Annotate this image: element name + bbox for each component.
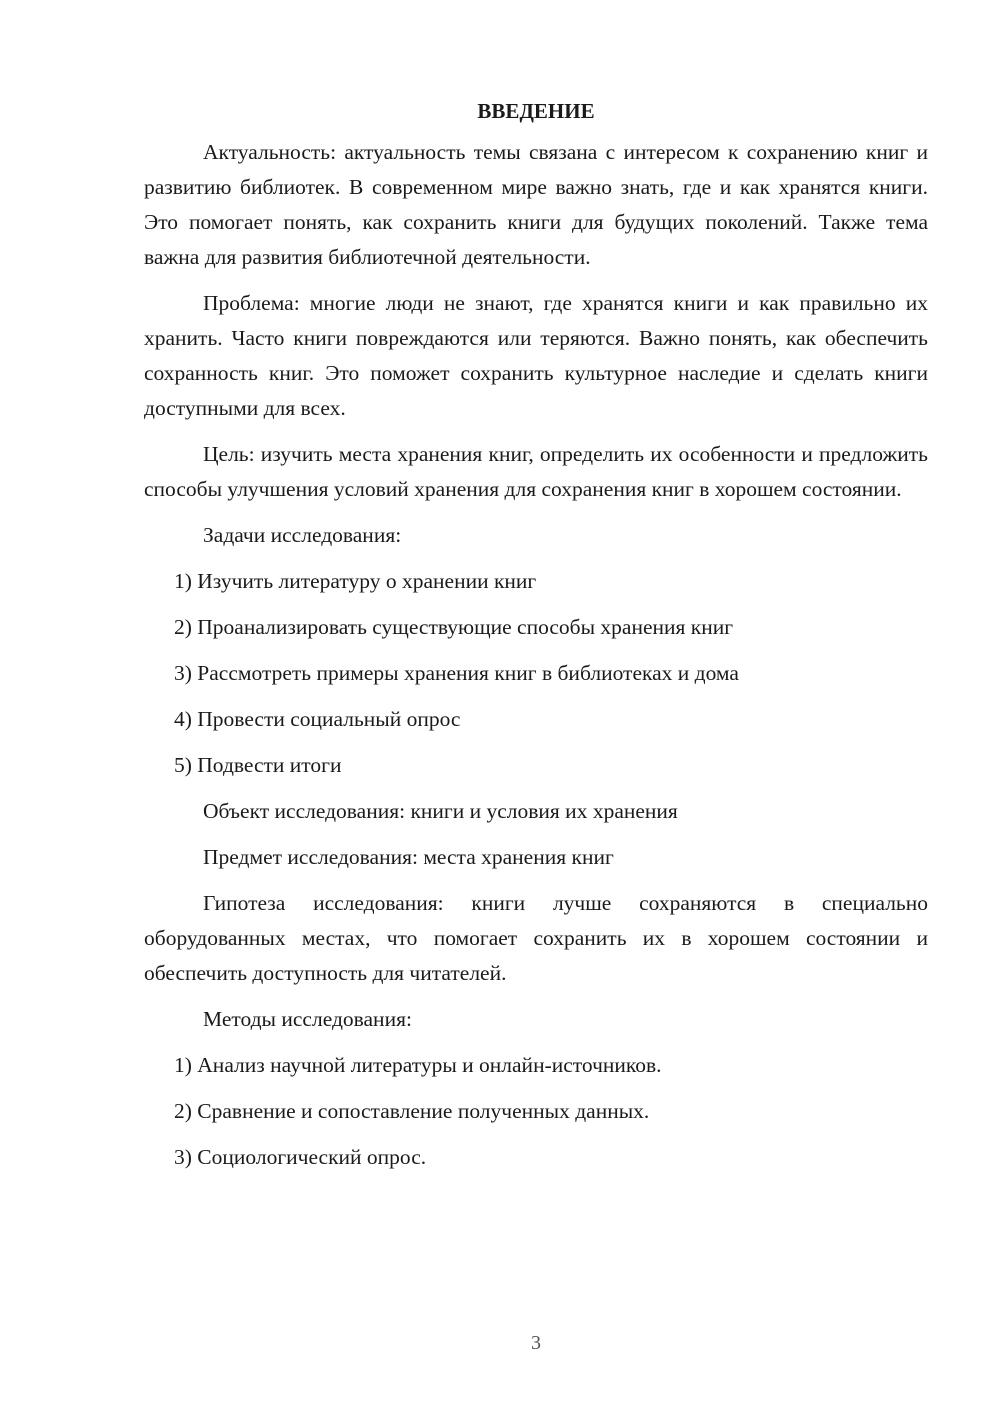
- method-item: 3) Социологический опрос.: [174, 1145, 427, 1169]
- object-paragraph: Объект исследования: книги и условия их хранения: [203, 799, 678, 823]
- task-item: 1) Изучить литературу о хранении книг: [174, 569, 537, 593]
- method-item: 2) Сравнение и сопоставление полученных данных.: [174, 1099, 650, 1123]
- task-item: 3) Рассмотреть примеры хранения книг в библиотеках и дома: [174, 661, 739, 685]
- page-content: [144, 96, 928, 1186]
- subject-paragraph: Предмет исследования: места хранения книг: [203, 845, 614, 869]
- task-item: 5) Подвести итоги: [174, 753, 342, 777]
- method-item: 1) Анализ научной литературы и онлайн-источников.: [174, 1053, 662, 1077]
- hypothesis-paragraph: Гипотеза исследования: книги лучше сохраняются в специально оборудованных местах, что помогает сохранить их в хорошем состоянии и обеспечить доступность для читателей.: [144, 891, 928, 985]
- problem-paragraph: Проблема: многие люди не знают, где хранятся книги и как правильно их хранить. Часто книги повреждаются или теряются. Важно понять, как обеспечить сохранность книг. Это поможет сохранить культурное наследие и сделать книги доступными для всех.: [144, 291, 928, 420]
- methods-title: Методы исследования:: [203, 1007, 412, 1031]
- task-item: 2) Проанализировать существующие способы хранения книг: [174, 615, 734, 639]
- page-number: 3: [531, 1332, 541, 1354]
- section-heading: ВВЕДЕНИЕ: [477, 99, 595, 123]
- tasks-list: [144, 564, 928, 783]
- methods-list: [144, 1048, 928, 1175]
- relevance-paragraph: Актуальность: актуальность темы связана с интересом к сохранению книг и развитию библиотек. В современном мире важно знать, где и как хранятся книги. Это помогает понять, как сохранить книги для будущих поколений. Также тема важна для развития библиотечной деятельности.: [144, 140, 928, 269]
- goal-paragraph: Цель: изучить места хранения книг, определить их особенности и предложить способы улучшения условий хранения для сохранения книг в хорошем состоянии.: [144, 442, 928, 501]
- tasks-title: Задачи исследования:: [203, 523, 402, 547]
- task-item: 4) Провести социальный опрос: [174, 707, 461, 731]
